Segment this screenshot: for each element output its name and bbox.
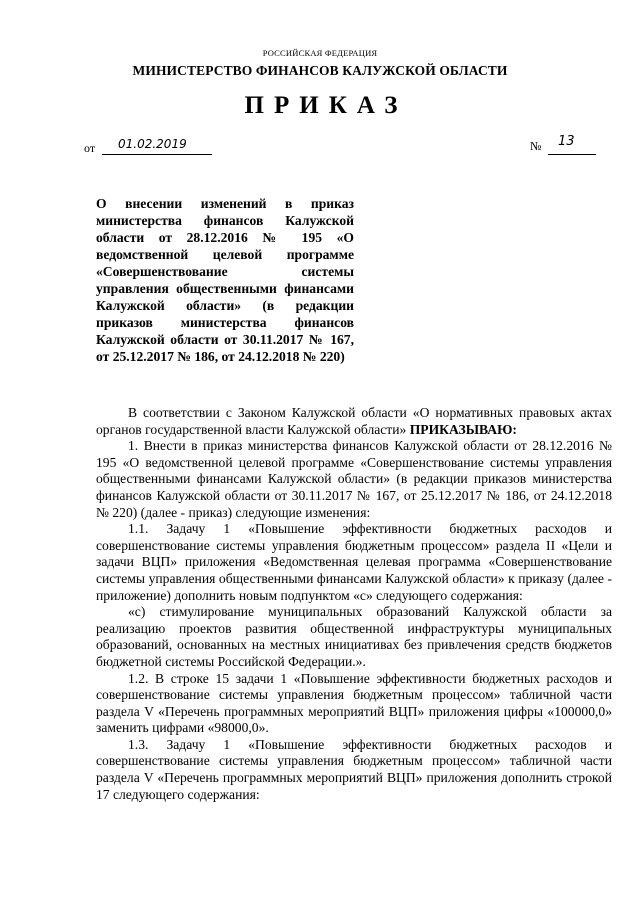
- document-type-heading: ПРИКАЗ: [244, 92, 408, 119]
- number-label: №: [530, 139, 542, 153]
- order-word: ПРИКАЗЫВАЮ:: [409, 421, 517, 437]
- date-underline: [102, 154, 212, 155]
- date-value: 01.02.2019: [118, 137, 187, 151]
- paragraph-1-2: 1.2. В строке 15 задачи 1 «Повышение эффективности бюджетных расходов и совершенствование системы управления бюджетным процессом» табличной части раздела V «Перечень программных мероприятий ВЦП» приложения цифры «100000,0» заменить цифрами «98000,0».: [96, 670, 612, 736]
- paragraph-1-1: 1.1. Задачу 1 «Повышение эффективности бюджетных расходов и совершенствование системы управления бюджетным процессом» раздела II «Цели и задачи ВЦП» приложения «Ведомственная целевая программа «Совершенствование системы управления общественными финансами Калужской области» к приказу (далее - приложение) дополнить новым подпунктом «с» следующего содержания:: [96, 521, 612, 603]
- preamble-text: В соответствии с Законом Калужской области «О нормативных правовых актах органов государственной власти Калужской области»: [96, 405, 612, 437]
- country-name: РОССИЙСКАЯ ФЕДЕРАЦИЯ: [262, 48, 378, 58]
- paragraph-1: 1. Внести в приказ министерства финансов Калужской области от 28.12.2016 № 195 «О ведомственной целевой программе «Совершенствование системы управления общественными финансами Калужской области» (в редакции приказов министерства финансов Калужской области от 30.11.2017 № 167, от 25.12.2017 № 186, от 24.12.2018 № 220) (далее - приказ) следующие изменения:: [96, 438, 612, 520]
- document-title: О внесении изменений в приказ министерства финансов Калужской области от 28.12.2016 № 195 «О ведомственной целевой программе «Совершенствование системы управления общественными финансами Калужской области» (в редакции приказов министерства финансов Калужской области от 30.11.2017 № 167, от 25.12.2017 № 186, от 24.12.2018 № 220): [96, 196, 354, 364]
- number-value: 13: [558, 134, 575, 149]
- preamble-paragraph: [96, 405, 612, 438]
- date-label: от: [84, 141, 96, 155]
- number-underline: [548, 154, 596, 155]
- paragraph-1-1-c: «с) стимулирование муниципальных образований Калужской области за реализацию проектов развития общественной инфраструктуры муниципальных образований, основанных на местных инициативах без привлечения средств бюджетов бюджетной системы Российской Федерации.».: [96, 604, 612, 669]
- document-body: [96, 405, 612, 803]
- ministry-name: МИНИСТЕРСТВО ФИНАНСОВ КАЛУЖСКОЙ ОБЛАСТИ: [132, 63, 508, 78]
- paragraph-1-3: 1.3. Задачу 1 «Повышение эффективности бюджетных расходов и совершенствование системы управления бюджетным процессом» табличной части раздела V «Перечень программных мероприятий ВЦП» приложения дополнить строкой 17 следующего содержания:: [96, 736, 612, 802]
